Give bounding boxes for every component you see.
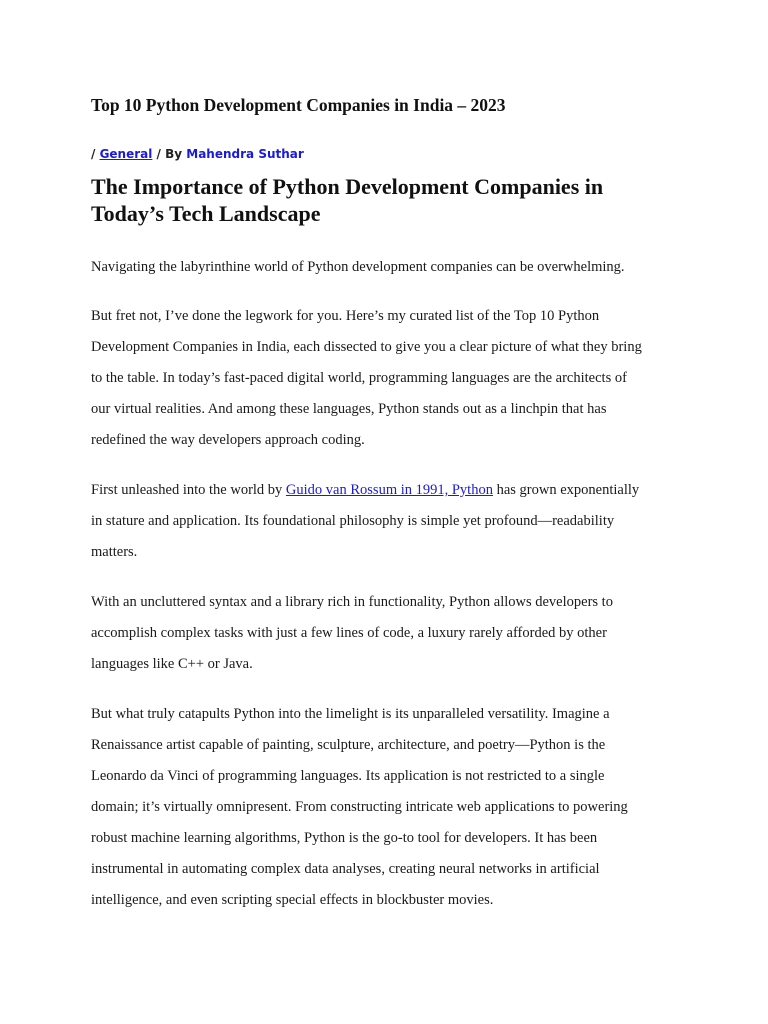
paragraph-line: redefined the way developers approach coding.: [91, 432, 365, 448]
paragraph-line: But what truly catapults Python into the limelight is its unparalleled versatility. Imagine a: [91, 706, 610, 722]
paragraph-text: has grown exponentially: [492, 482, 640, 498]
paragraph-line: Navigating the labyrinthine world of Python development companies can be overwhelming.: [91, 259, 625, 275]
paragraph-line: to the table. In today’s fast-paced digital world, programming languages are the architects of: [91, 370, 627, 386]
paragraph-line: matters.: [91, 544, 138, 560]
byline: [91, 145, 304, 163]
author-link[interactable]: Mahendra Suthar: [186, 147, 304, 161]
byline-separator: / By: [152, 147, 187, 161]
paragraph-syntax: [91, 587, 691, 680]
guido-link[interactable]: Guido van Rossum in 1991, Python: [285, 482, 493, 498]
paragraph-line: Leonardo da Vinci of programming languages. Its application is not restricted to a single: [91, 768, 605, 784]
paragraph-history: [91, 475, 691, 568]
paragraph-intro: [91, 252, 691, 283]
section-heading-line: The Importance of Python Development Companies in: [91, 174, 604, 199]
paragraph-line: languages like C++ or Java.: [91, 656, 253, 672]
document-title: Top 10 Python Development Companies in India – 2023: [91, 95, 506, 115]
paragraph-line: But fret not, I’ve done the legwork for you. Here’s my curated list of the Top 10 Python: [91, 308, 600, 324]
category-link[interactable]: General: [99, 147, 153, 161]
paragraph-line: accomplish complex tasks with just a few lines of code, a luxury rarely afforded by other: [91, 625, 607, 641]
paragraph-line: in stature and application. Its foundational philosophy is simple yet profound—readability: [91, 513, 615, 529]
paragraph-line: domain; it’s virtually omnipresent. From constructing intricate web applications to powering: [91, 799, 628, 815]
section-heading: [91, 173, 681, 227]
paragraph-line: our virtual realities. And among these languages, Python stands out as a linchpin that has: [91, 401, 607, 417]
paragraph-line: intelligence, and even scripting special effects in blockbuster movies.: [91, 892, 494, 908]
paragraph-versatility: [91, 699, 691, 916]
byline-prefix: /: [91, 147, 100, 161]
paragraph-line: [91, 475, 691, 506]
section-heading-line: Today’s Tech Landscape: [91, 201, 321, 226]
paragraph-line: instrumental in automating complex data analyses, creating neural networks in artificial: [91, 861, 600, 877]
paragraph-text: First unleashed into the world by: [91, 482, 286, 498]
paragraph-line: Development Companies in India, each dissected to give you a clear picture of what they bring: [91, 339, 642, 355]
paragraph-line: Renaissance artist capable of painting, sculpture, architecture, and poetry—Python is the: [91, 737, 606, 753]
paragraph-line: With an uncluttered syntax and a library rich in functionality, Python allows developers to: [91, 594, 613, 610]
paragraph-legwork: [91, 301, 691, 456]
paragraph-line: robust machine learning algorithms, Python is the go-to tool for developers. It has been: [91, 830, 598, 846]
